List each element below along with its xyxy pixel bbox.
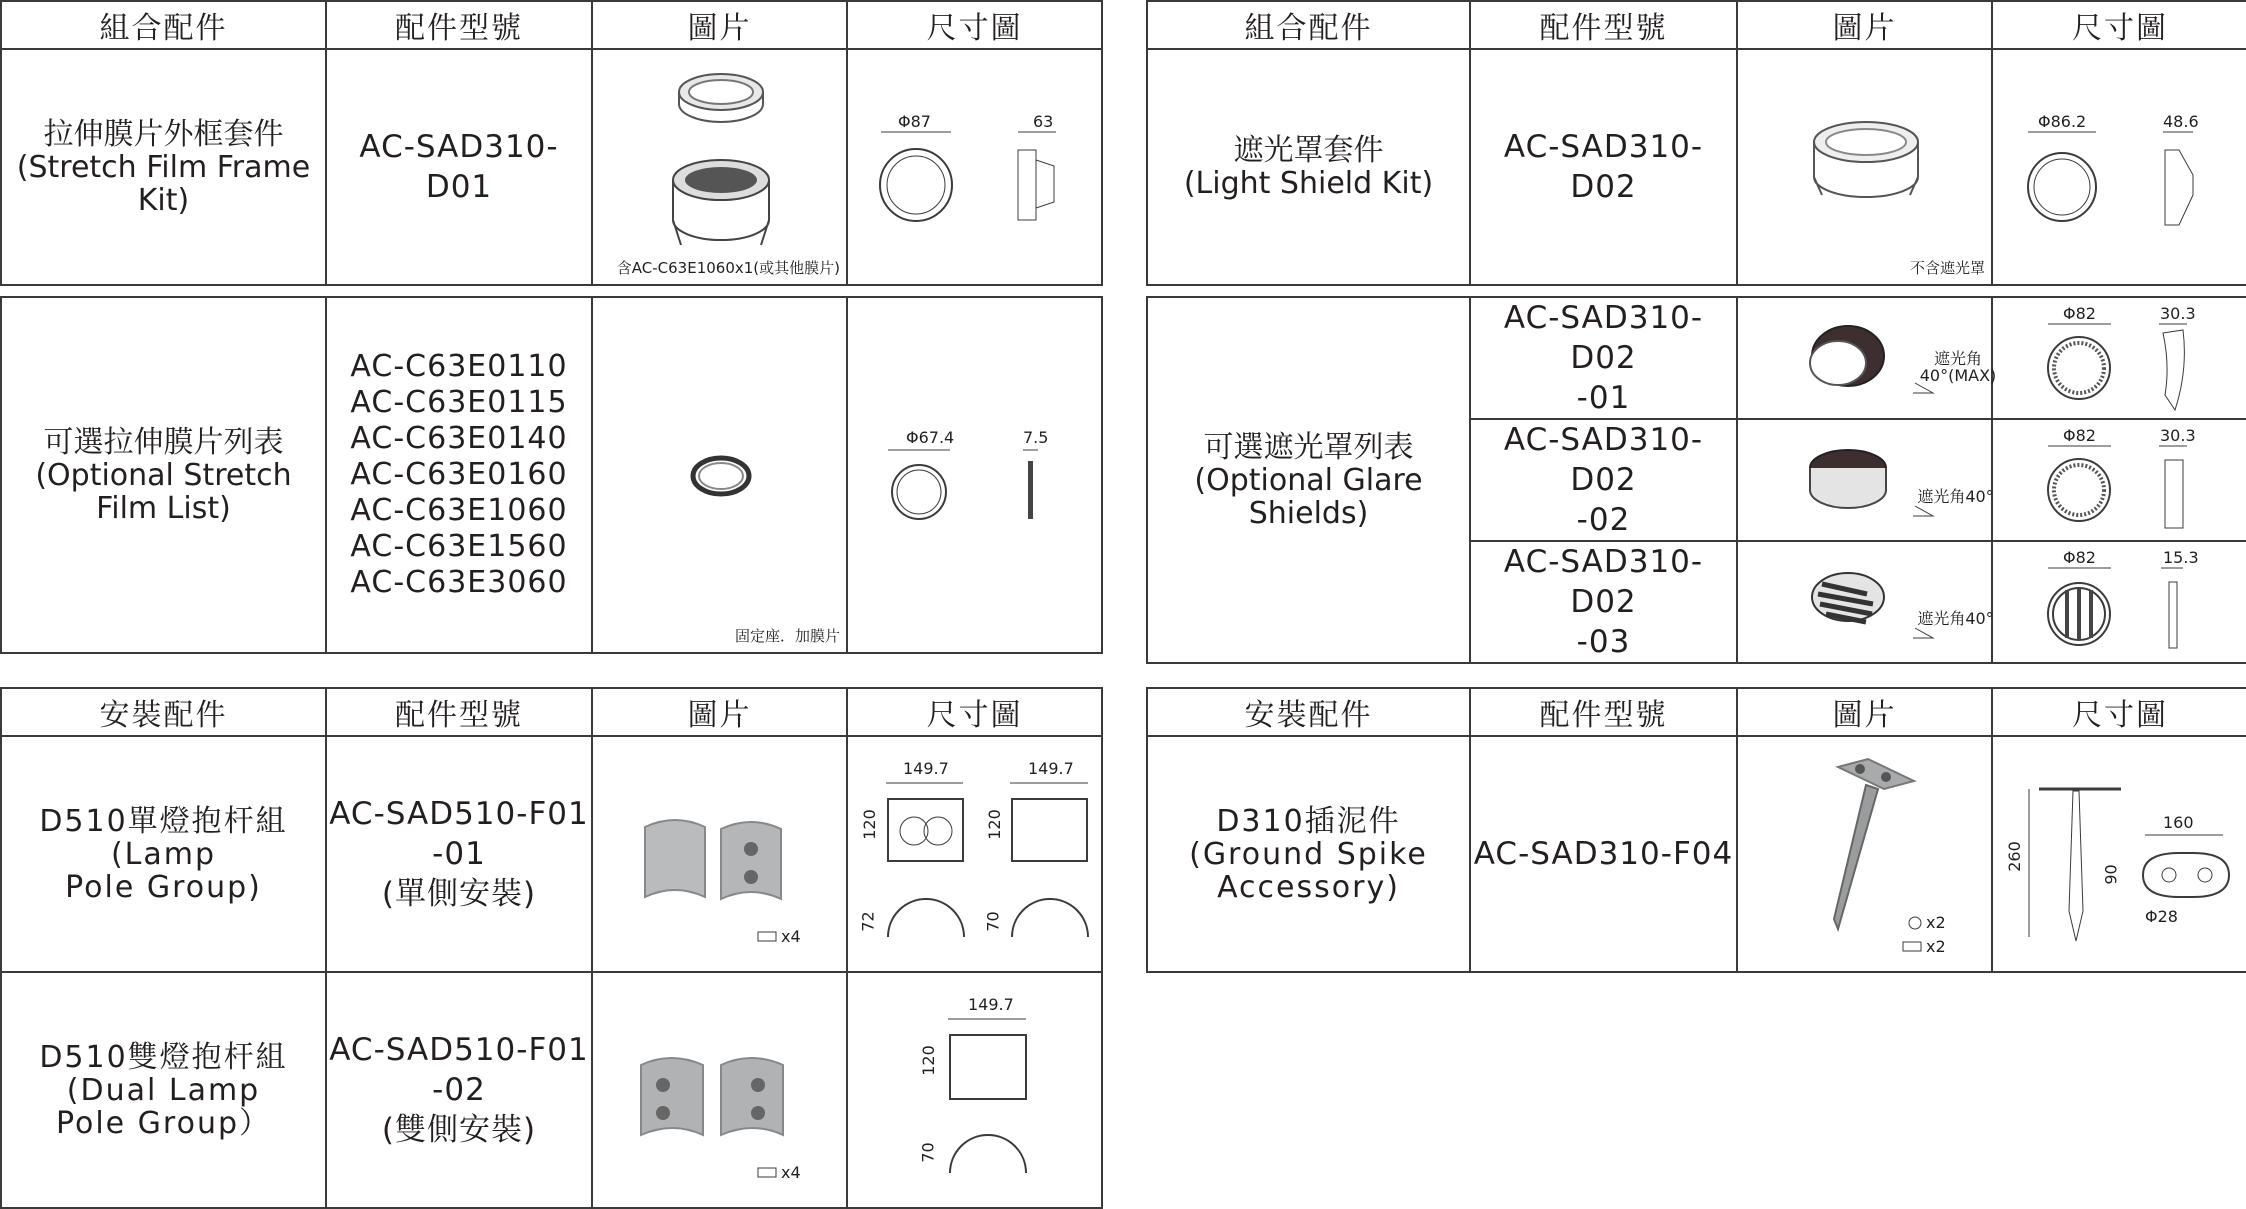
width-label: 160 — [2163, 813, 2194, 832]
photo-cell — [1737, 541, 1992, 663]
name-line2: (Lamp — [110, 836, 217, 872]
header-model: 配件型號 — [326, 1, 592, 49]
height-label: 30.3 — [2160, 426, 2196, 445]
model-cell — [326, 972, 592, 1208]
diameter-label: Φ86.2 — [2038, 112, 2087, 131]
name-en: (Light Shield Kit) — [1183, 166, 1434, 201]
model-line2: -02 — [432, 1072, 486, 1108]
model-line1: AC-SAD510-F01 — [329, 796, 589, 832]
accessory-name — [1, 49, 326, 285]
length-label: 260 — [2004, 841, 2024, 872]
model-cell — [1470, 49, 1737, 285]
dimension-cell — [1992, 49, 2246, 285]
header-dimension: 尺寸圖 — [847, 688, 1102, 736]
header-photo: 圖片 — [1737, 688, 1992, 736]
table-optional-glare-shields — [1146, 296, 2246, 664]
arc-height-label-back: 70 — [983, 911, 1003, 932]
shield-angle-label: 遮光角40° — [1917, 487, 1994, 506]
model-cell — [1470, 541, 1737, 663]
dimension-drawing — [1993, 298, 2246, 416]
header-dimension: 尺寸圖 — [1992, 1, 2246, 49]
model-line1: AC-SAD510-F01 — [329, 1032, 589, 1068]
header-model: 配件型號 — [1470, 688, 1737, 736]
name-line3: Pole Group) — [65, 869, 262, 905]
dimension-cell — [847, 972, 1102, 1208]
film-model-5: AC-C63E1560 — [350, 529, 568, 564]
film-model-0: AC-C63E0110 — [350, 349, 568, 384]
header-photo: 圖片 — [1737, 1, 1992, 49]
height-label: 48.6 — [2163, 112, 2199, 131]
name-line1: D510雙燈抱杆組 — [39, 1039, 288, 1075]
dimension-cell — [1992, 736, 2246, 972]
name-zh: 可選遮光罩列表 — [1203, 429, 1414, 465]
name-zh: 遮光罩套件 — [1233, 133, 1384, 168]
dimension-drawing — [1993, 737, 2246, 973]
accessory-name — [1147, 736, 1470, 972]
nut-qty: x2 — [1926, 913, 1946, 932]
dual-pole-bracket-image — [593, 973, 848, 1209]
dimension-cell — [847, 297, 1102, 653]
header-photo: 圖片 — [592, 688, 847, 736]
frame-kit-image — [593, 50, 848, 286]
model-line2: -02 — [1576, 502, 1631, 538]
photo-note: 不含遮光罩 — [1909, 259, 1985, 277]
photo-cell — [1737, 49, 1992, 285]
diameter-label: Φ82 — [2063, 426, 2096, 445]
table-optional-stretch-film — [0, 296, 1103, 654]
model-cell — [1470, 297, 1737, 419]
model-line1: AC-SAD310-D02 — [1503, 300, 1704, 376]
model-line2: -01 — [432, 836, 486, 872]
shield-angle-label: 遮光角40° — [1917, 609, 1994, 628]
name-en-line2: Shields) — [1248, 495, 1369, 531]
photo-cell — [1737, 419, 1992, 541]
table-stretch-film-frame — [0, 0, 1103, 286]
model-line2: -03 — [1576, 624, 1631, 660]
photo-note: 固定座．加膜片 — [734, 627, 840, 645]
diameter-label: Φ87 — [898, 112, 931, 131]
header-model: 配件型號 — [1470, 1, 1737, 49]
dimension-drawing — [1993, 420, 2246, 538]
angle-label-line2: 40°(MAX) — [1919, 366, 1997, 385]
width-label: 149.7 — [968, 995, 1014, 1014]
name-zh: 可選拉伸膜片列表 — [43, 424, 284, 460]
height-label: 30.3 — [2160, 304, 2196, 323]
height-label: 63 — [1033, 112, 1054, 131]
header-install: 安裝配件 — [1, 688, 326, 736]
accessory-name — [1147, 297, 1470, 663]
name-zh: 拉伸膜片外框套件 — [43, 116, 284, 152]
accessory-name — [1147, 49, 1470, 285]
name-line1: D310插泥件 — [1216, 803, 1401, 839]
photo-cell — [592, 297, 847, 653]
model-line1: AC-SAD310-D02 — [1503, 544, 1704, 620]
glare-shield-02-image — [1738, 420, 1993, 538]
photo-note: 含AC-C63E1060x1(或其他膜片) — [616, 259, 840, 277]
glare-shield-03-image — [1738, 542, 1993, 660]
width-label-front: 149.7 — [903, 759, 949, 778]
ground-spike-image — [1738, 737, 1993, 973]
diameter-label: Φ28 — [2145, 907, 2178, 926]
light-shield-image — [1738, 50, 1993, 286]
photo-cell — [592, 736, 847, 972]
dimension-drawing — [848, 737, 1103, 973]
model-line3: (單側安裝) — [381, 876, 537, 912]
name-line3: Accessory) — [1217, 869, 1400, 905]
height-label-front: 120 — [859, 809, 879, 840]
model-cell — [1470, 419, 1737, 541]
name-en-line1: (Optional Stretch — [35, 457, 292, 493]
header-photo: 圖片 — [592, 1, 847, 49]
model-number: AC-SAD310-D01 — [359, 129, 559, 205]
header-dimension: 尺寸圖 — [1992, 688, 2246, 736]
model-line3: (雙側安裝) — [381, 1112, 537, 1148]
film-model-6: AC-C63E3060 — [350, 565, 568, 600]
model-cell — [326, 297, 592, 653]
dimension-cell — [847, 736, 1102, 972]
name-line1: D510單燈抱杆組 — [39, 803, 288, 839]
shield-angle-label — [1918, 350, 1998, 384]
name-line3: Pole Group） — [55, 1105, 272, 1141]
film-model-4: AC-C63E1060 — [350, 493, 568, 528]
name-line2: (Dual Lamp — [66, 1072, 261, 1108]
table-light-shield-kit — [1146, 0, 2246, 286]
diameter-label: Φ82 — [2063, 548, 2096, 567]
photo-cell — [1737, 736, 1992, 972]
photo-cell — [592, 972, 847, 1208]
table-pole-mount — [0, 687, 1103, 1209]
name-en-line2: Film List) — [96, 490, 231, 526]
header-model: 配件型號 — [326, 688, 592, 736]
diameter-label: Φ67.4 — [906, 428, 955, 447]
height-label-back: 120 — [984, 809, 1004, 840]
photo-cell — [592, 49, 847, 285]
photo-cell — [1737, 297, 1997, 419]
height-label: 15.3 — [2163, 548, 2199, 567]
screw-qty: x2 — [1926, 937, 1946, 956]
dimension-drawing — [848, 50, 1103, 286]
header-install: 安裝配件 — [1147, 688, 1470, 736]
single-pole-bracket-image — [593, 737, 848, 973]
film-ring-image — [593, 298, 848, 654]
model-number: AC-SAD310-D02 — [1503, 129, 1704, 205]
accessory-name — [1, 736, 326, 972]
header-dimension: 尺寸圖 — [847, 1, 1102, 49]
name-en: (Stretch Film Frame Kit) — [16, 149, 311, 218]
accessory-name — [1, 297, 326, 653]
width-label-back: 149.7 — [1028, 759, 1074, 778]
model-line1: AC-SAD310-D02 — [1503, 422, 1704, 498]
screw-qty: x4 — [781, 1163, 801, 1182]
table-ground-spike — [1146, 687, 2246, 973]
header-combo: 組合配件 — [1147, 1, 1470, 49]
dimension-drawing — [848, 973, 1103, 1209]
dimension-drawing — [1993, 50, 2246, 286]
model-cell — [1470, 736, 1737, 972]
dimension-cell — [1992, 297, 2246, 419]
model-line2: -01 — [1576, 380, 1631, 416]
dimension-drawing — [848, 298, 1103, 654]
model-cell — [326, 49, 592, 285]
model-number: AC-SAD310-F04 — [1473, 836, 1734, 872]
header-combo: 組合配件 — [1, 1, 326, 49]
arc-height-label-front: 72 — [858, 911, 878, 932]
dimension-cell — [1992, 541, 2246, 663]
film-model-1: AC-C63E0115 — [350, 385, 568, 420]
angle-label-line1: 遮光角 — [1933, 349, 1982, 368]
name-line2: (Ground Spike — [1189, 836, 1428, 872]
dimension-cell — [1992, 419, 2246, 541]
diameter-label: Φ82 — [2063, 304, 2096, 323]
dimension-cell — [847, 49, 1102, 285]
model-cell — [326, 736, 592, 972]
film-model-2: AC-C63E0140 — [350, 421, 568, 456]
dimension-drawing — [1993, 542, 2246, 660]
film-model-3: AC-C63E0160 — [350, 457, 568, 492]
height-label: 90 — [2101, 864, 2121, 885]
name-en-line1: (Optional Glare — [1194, 462, 1423, 498]
height-label: 7.5 — [1023, 428, 1049, 447]
arc-height-label: 70 — [918, 1142, 938, 1163]
screw-qty: x4 — [781, 927, 801, 946]
accessory-name — [1, 972, 326, 1208]
height-label: 120 — [918, 1045, 938, 1076]
